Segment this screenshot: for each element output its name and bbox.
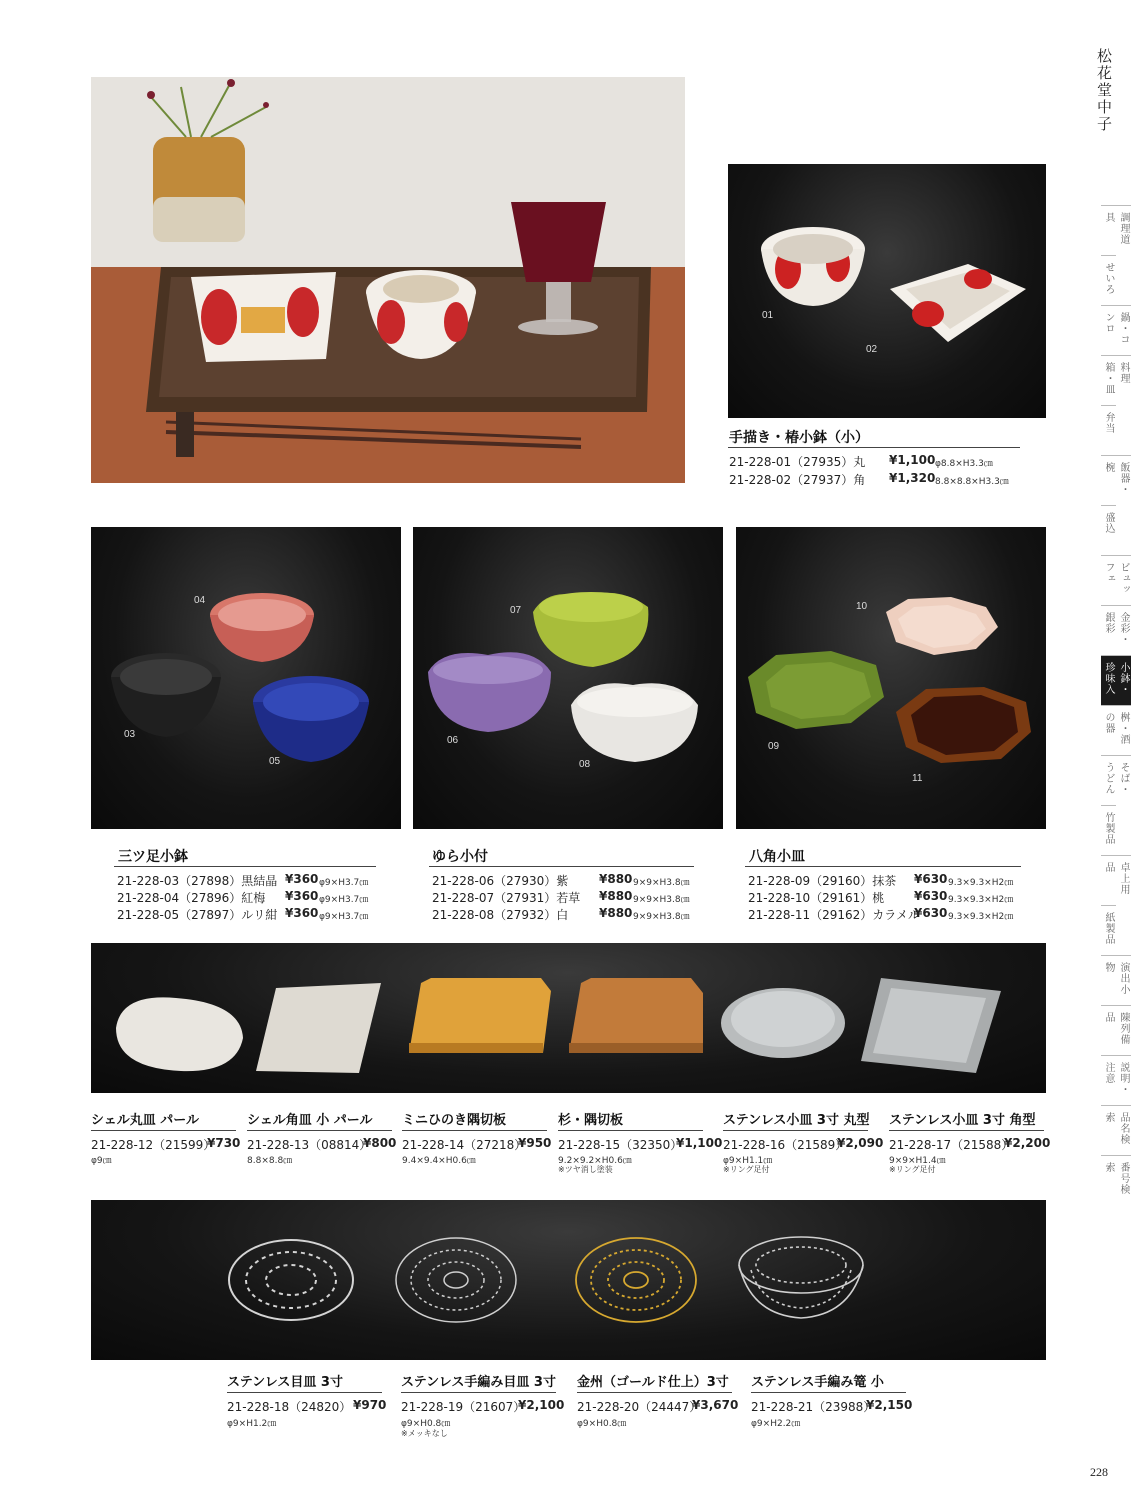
yura-price-2: ¥880 xyxy=(599,889,633,903)
tsubaki-code-2: 21-228-02（27937）角 xyxy=(729,473,866,487)
plate-code-6: 21-228-17（21588） xyxy=(889,1138,1014,1152)
mitsuashi-dim-1: φ9×H3.7㎝ xyxy=(319,878,369,888)
plate-dim-3: 9.4×9.4×H0.6㎝ xyxy=(402,1156,476,1166)
side-tab-1[interactable]: 調理道具 xyxy=(1101,205,1131,255)
plates-photo xyxy=(91,943,1046,1093)
plate-code-4: 21-228-15（32350） xyxy=(558,1138,683,1152)
mitsuashi-code-2: 21-228-04（27896）紅梅 xyxy=(117,891,266,905)
net-rule-2 xyxy=(401,1392,556,1393)
plate-code-3: 21-228-14（27218） xyxy=(402,1138,527,1152)
side-tab-9[interactable]: 金彩・銀彩 xyxy=(1101,605,1131,655)
side-tab-list xyxy=(1101,205,1137,1205)
plate-note-6: ※リング足付 xyxy=(889,1165,936,1174)
net-title-1: ステンレス目皿 3寸 xyxy=(227,1375,343,1390)
net-code-1: 21-228-18（24820） xyxy=(227,1400,352,1414)
yura-rule xyxy=(429,866,694,867)
net-note-2: ※メッキなし xyxy=(401,1429,448,1438)
plate-code-1: 21-228-12（21599） xyxy=(91,1138,216,1152)
hakkaku-price-2: ¥630 xyxy=(914,889,948,903)
item-label-08: 08 xyxy=(579,759,591,770)
plate-dim-2: 8.8×8.8㎝ xyxy=(247,1156,293,1166)
yura-code-2: 21-228-07（27931）若草 xyxy=(432,891,581,905)
nets-illustration xyxy=(91,1200,1046,1360)
plate-rule-4 xyxy=(558,1130,703,1131)
net-rule-4 xyxy=(751,1392,906,1393)
side-tab-18[interactable]: 説明・注意 xyxy=(1101,1055,1131,1105)
mitsuashi-price-3: ¥360 xyxy=(285,906,319,920)
side-tab-6[interactable]: 飯器・椀 xyxy=(1101,455,1131,505)
item-label-05: 05 xyxy=(269,756,281,767)
side-tab-17[interactable]: 陳列備品 xyxy=(1101,1005,1131,1055)
net-rule-3 xyxy=(577,1392,732,1393)
side-tab-3[interactable]: 鍋・コンロ xyxy=(1101,305,1131,355)
plate-rule-1 xyxy=(91,1130,236,1131)
net-dim-2: φ9×H0.8㎝ xyxy=(401,1419,451,1429)
net-title-4: ステンレス手編み篭 小 xyxy=(751,1375,884,1390)
yura-dim-3: 9×9×H3.8㎝ xyxy=(633,912,690,922)
yura-price-3: ¥880 xyxy=(599,906,633,920)
plate-rule-2 xyxy=(247,1130,392,1131)
yura-photo xyxy=(413,527,723,829)
side-tab-16[interactable]: 演出小物 xyxy=(1101,955,1131,1005)
hakkaku-price-3: ¥630 xyxy=(914,906,948,920)
plate-dim-1: φ9㎝ xyxy=(91,1156,112,1166)
side-tab-14[interactable]: 卓上用品 xyxy=(1101,855,1131,905)
plate-rule-6 xyxy=(889,1130,1044,1131)
item-label-09: 09 xyxy=(768,741,780,752)
hero-illustration xyxy=(91,77,685,483)
yura-title: ゆら小付 xyxy=(432,849,488,865)
plate-title-1: シェル丸皿 パール xyxy=(91,1113,200,1128)
yura-dim-2: 9×9×H3.8㎝ xyxy=(633,895,690,905)
item-label-03: 03 xyxy=(124,729,136,740)
hakkaku-rule xyxy=(745,866,1021,867)
tsubaki-title: 手描き・椿小鉢（小） xyxy=(729,430,869,446)
item-label-01: 01 xyxy=(762,310,774,321)
side-tab-13[interactable]: 竹製品 xyxy=(1101,805,1116,855)
side-tab-5[interactable]: 弁当 xyxy=(1101,405,1116,455)
page-number: 228 xyxy=(1090,1465,1108,1479)
side-tab-4[interactable]: 料理箱・皿 xyxy=(1101,355,1131,405)
mitsuashi-photo xyxy=(91,527,401,829)
plate-dim-4: 9.2×9.2×H0.6㎝ xyxy=(558,1156,632,1166)
item-label-04: 04 xyxy=(194,595,206,606)
hakkaku-dim-2: 9.3×9.3×H2㎝ xyxy=(948,895,1014,905)
tsubaki-photo xyxy=(728,164,1046,418)
plate-price-1: ¥730 xyxy=(207,1136,241,1150)
net-price-1: ¥970 xyxy=(353,1398,387,1412)
tsubaki-rule xyxy=(728,447,1020,448)
item-label-11: 11 xyxy=(912,773,923,784)
net-code-2: 21-228-19（21607） xyxy=(401,1400,526,1414)
plate-dim-5: φ9×H1.1㎝ xyxy=(723,1156,773,1166)
side-tab-7[interactable]: 盛込 xyxy=(1101,505,1116,555)
side-tab-12[interactable]: そば・うどん xyxy=(1101,755,1131,805)
side-tab-20[interactable]: 番号検索 xyxy=(1101,1155,1131,1205)
item-label-07: 07 xyxy=(510,605,522,616)
plate-title-5: ステンレス小皿 3寸 丸型 xyxy=(723,1113,870,1128)
net-price-2: ¥2,100 xyxy=(518,1398,565,1412)
plate-title-3: ミニひのき隅切板 xyxy=(402,1113,507,1128)
yura-code-3: 21-228-08（27932）白 xyxy=(432,908,569,922)
mitsuashi-code-1: 21-228-03（27898）黒結晶 xyxy=(117,874,278,888)
yura-code-1: 21-228-06（27930）紫 xyxy=(432,874,569,888)
plate-rule-3 xyxy=(402,1130,547,1131)
mitsuashi-dim-2: φ9×H3.7㎝ xyxy=(319,895,369,905)
net-rule-1 xyxy=(227,1392,382,1393)
side-tab-15[interactable]: 紙製品 xyxy=(1101,905,1116,955)
hakkaku-title: 八角小皿 xyxy=(749,849,805,865)
plate-price-4: ¥1,100 xyxy=(676,1136,723,1150)
plate-title-2: シェル角皿 小 パール xyxy=(247,1113,373,1128)
plate-price-5: ¥2,090 xyxy=(837,1136,884,1150)
mitsuashi-price-1: ¥360 xyxy=(285,872,319,886)
plate-note-4: ※ツヤ消し塗装 xyxy=(558,1165,613,1174)
plate-note-5: ※リング足付 xyxy=(723,1165,770,1174)
plate-title-6: ステンレス小皿 3寸 角型 xyxy=(889,1113,1036,1128)
item-label-06: 06 xyxy=(447,735,459,746)
plate-code-2: 21-228-13（08814） xyxy=(247,1138,372,1152)
plate-code-5: 21-228-16（21589） xyxy=(723,1138,848,1152)
mitsuashi-code-3: 21-228-05（27897）ルリ紺 xyxy=(117,908,278,922)
yura-dim-1: 9×9×H3.8㎝ xyxy=(633,878,690,888)
hakkaku-illustration xyxy=(736,527,1046,829)
net-code-3: 21-228-20（24447） xyxy=(577,1400,702,1414)
side-tab-19[interactable]: 品名検索 xyxy=(1101,1105,1131,1155)
tsubaki-price-2: ¥1,320 xyxy=(889,471,936,485)
net-code-4: 21-228-21（23988） xyxy=(751,1400,876,1414)
nets-photo xyxy=(91,1200,1046,1360)
net-price-3: ¥3,670 xyxy=(692,1398,739,1412)
side-tab-11[interactable]: 桝・酒の器 xyxy=(1101,705,1131,755)
net-title-3: 金州（ゴールド仕上）3寸 xyxy=(577,1375,729,1390)
plate-price-2: ¥800 xyxy=(363,1136,397,1150)
net-dim-3: φ9×H0.8㎝ xyxy=(577,1419,627,1429)
mitsuashi-rule xyxy=(114,866,376,867)
side-tab-2[interactable]: せいろ xyxy=(1101,255,1116,305)
mitsuashi-price-2: ¥360 xyxy=(285,889,319,903)
side-tab-8[interactable]: ビュッフェ xyxy=(1101,555,1131,605)
hakkaku-price-1: ¥630 xyxy=(914,872,948,886)
side-tab-10[interactable]: 小鉢・珍味入 xyxy=(1101,655,1131,705)
brand-title: 松花堂中子 xyxy=(1095,48,1113,133)
net-title-2: ステンレス手編み目皿 3寸 xyxy=(401,1375,556,1390)
mitsuashi-illustration xyxy=(91,527,401,829)
plate-price-3: ¥950 xyxy=(518,1136,552,1150)
item-label-02: 02 xyxy=(866,344,878,355)
item-label-10: 10 xyxy=(856,601,868,612)
mitsuashi-dim-3: φ9×H3.7㎝ xyxy=(319,912,369,922)
net-dim-4: φ9×H2.2㎝ xyxy=(751,1419,801,1429)
yura-price-1: ¥880 xyxy=(599,872,633,886)
hero-photo xyxy=(91,77,685,483)
plates-illustration xyxy=(91,943,1046,1093)
yura-illustration xyxy=(413,527,723,829)
tsubaki-price-1: ¥1,100 xyxy=(889,453,936,467)
plate-title-4: 杉・隅切板 xyxy=(558,1113,624,1128)
tsubaki-dim-1: φ8.8×H3.3㎝ xyxy=(935,459,993,469)
hakkaku-dim-3: 9.3×9.3×H2㎝ xyxy=(948,912,1014,922)
plate-price-6: ¥2,200 xyxy=(1004,1136,1051,1150)
hakkaku-dim-1: 9.3×9.3×H2㎝ xyxy=(948,878,1014,888)
tsubaki-dim-2: 8.8×8.8×H3.3㎝ xyxy=(935,477,1009,487)
net-price-4: ¥2,150 xyxy=(866,1398,913,1412)
plate-rule-5 xyxy=(723,1130,868,1131)
tsubaki-code-1: 21-228-01（27935）丸 xyxy=(729,455,866,469)
tsubaki-illustration xyxy=(728,164,1046,418)
hakkaku-code-1: 21-228-09（29160）抹茶 xyxy=(748,874,897,888)
hakkaku-code-3: 21-228-11（29162）カラメル xyxy=(748,908,920,922)
hakkaku-photo xyxy=(736,527,1046,829)
net-dim-1: φ9×H1.2㎝ xyxy=(227,1419,277,1429)
plate-dim-6: 9×9×H1.4㎝ xyxy=(889,1156,946,1166)
mitsuashi-title: 三ツ足小鉢 xyxy=(118,849,188,865)
hakkaku-code-2: 21-228-10（29161）桃 xyxy=(748,891,885,905)
